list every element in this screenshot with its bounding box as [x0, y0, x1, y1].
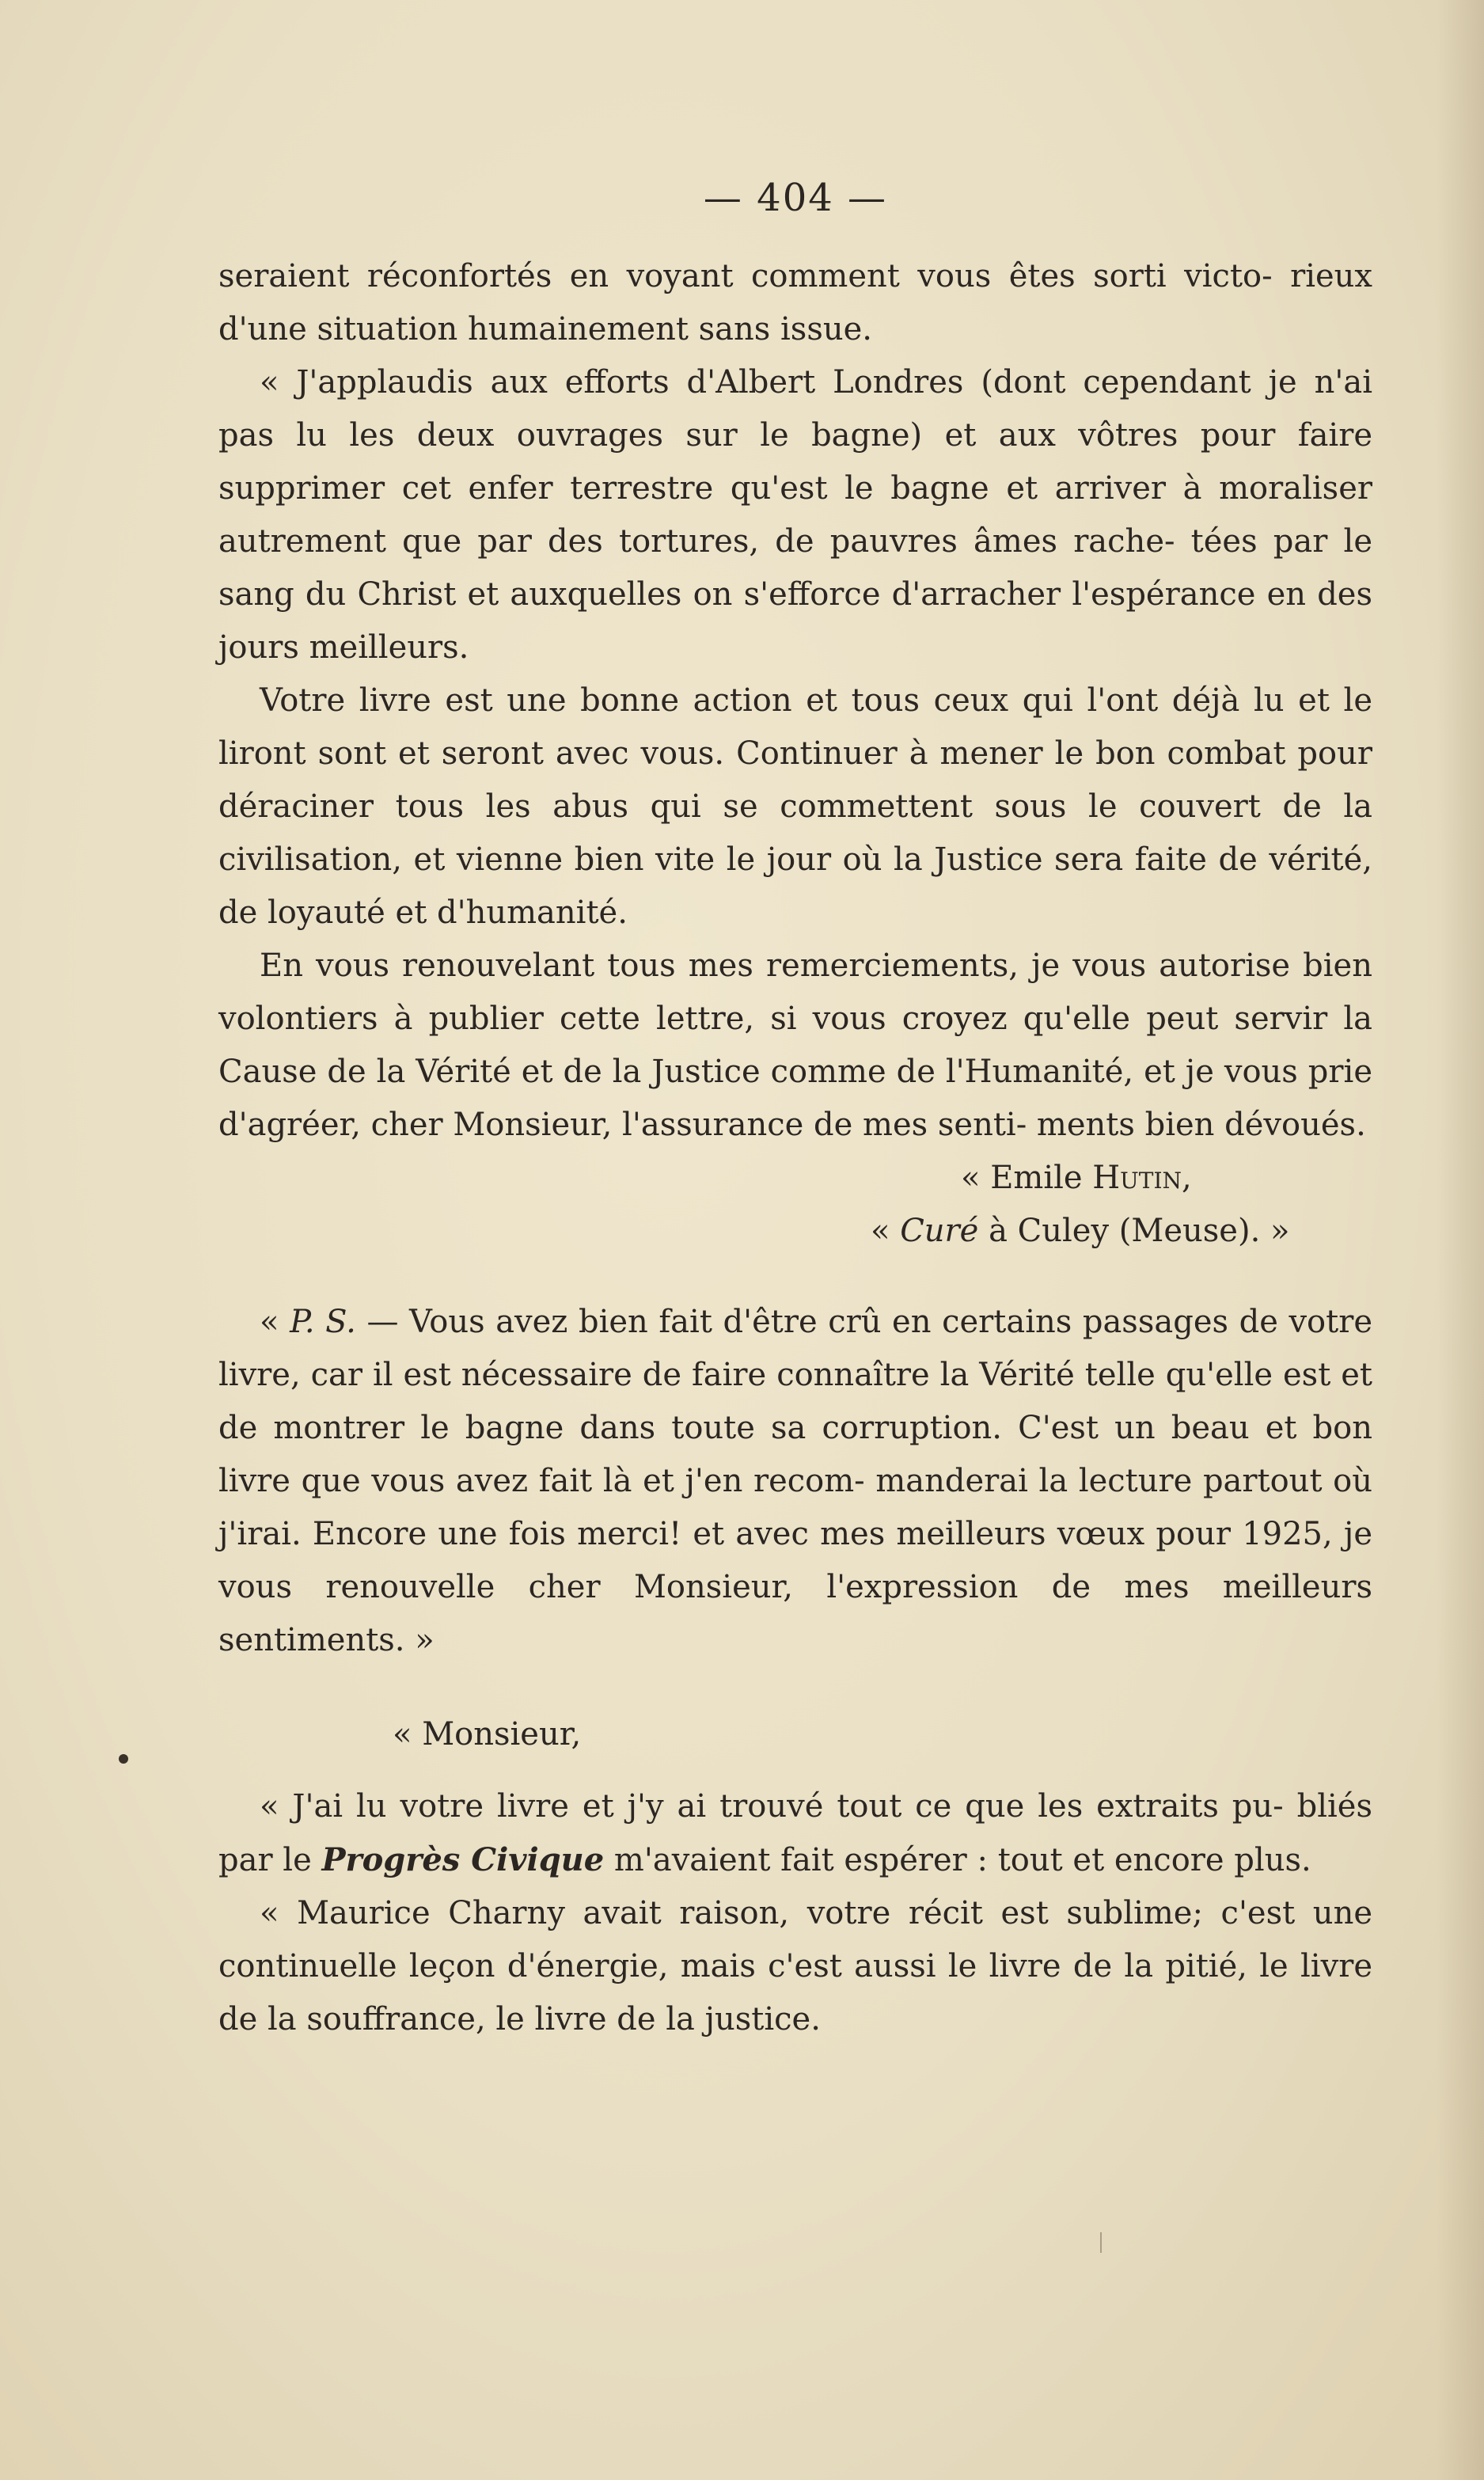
paragraph-maurice-charny: « Maurice Charny avait raison, votre récit est sublime; c'est une continuelle leçon d'énergie, mais c'est aussi le livre de la pitié, le livre de la souffrance, le livre de la justice.: [218, 1895, 1372, 2038]
spacer: [218, 1667, 1372, 1708]
margin-ink-dot: [119, 1754, 128, 1764]
signature-surname: Hutin: [1092, 1160, 1182, 1196]
postscript: « P. S. — Vous avez bien fait d'être crû en certains passages de votre livre, car il est nécessaire de faire connaître la Vérité telle qu'elle est et de montrer le bagne dans toute sa corruption. C'est un beau et bon livre que vous avez fait là et j'en recom- manderai la lecture partout où j'irai. Encore une fois merci! et avec mes meilleurs vœux pour 1925, je vous renouvelle cher Monsieur, l'expression de mes meilleurs sentiments. »: [218, 1304, 1373, 1658]
paragraph-remerciements: En vous renouvelant tous mes remerciements, je vous autorise bien volontiers à publier cette lettre, si vous croyez qu'elle peut servir la Cause de la Vérité et de la Justice comme de l'Humanité, et je vous prie d'agréer, cher Monsieur, l'assurance de mes senti- ments bien dévoués.: [218, 948, 1372, 1143]
paragraph-lu-votre-livre: « J'ai lu votre livre et j'y ai trouvé tout ce que les extraits pu- bliés par le Progrès Civique m'avaient fait espérer : tout et encore plus.: [218, 1788, 1372, 1878]
signature-title: « Curé à Culey (Meuse). »: [871, 1213, 1290, 1249]
paragraph-continuation: seraient réconfortés en voyant comment vous êtes sorti victo- rieux d'une situation humainement sans issue.: [218, 258, 1372, 348]
postscript-label: P. S.: [290, 1304, 356, 1340]
page-text-block: [218, 174, 1372, 2046]
paragraph-bonne-action: Votre livre est une bonne action et tous ceux qui l'ont déjà lu et le liront sont et seront avec vous. Continuer à mener le bon combat pour déraciner tous les abus qui se commettent sous le couvert de la civilisation, et vienne bien vite le jour où la Justice sera faite de vérité, de loyauté et d'humanité.: [218, 682, 1372, 931]
journal-title: Progrès Civique: [321, 1841, 605, 1878]
spacer: [218, 1258, 1372, 1296]
page-number: — 404 —: [703, 176, 888, 220]
letter-salutation: « Monsieur,: [393, 1716, 582, 1753]
signature-title-italic: Curé: [900, 1213, 979, 1249]
signature-name: « Emile Hutin,: [961, 1160, 1192, 1196]
paragraph-applaudis: « J'applaudis aux efforts d'Albert Londres (dont cependant je n'ai pas lu les deux ouvrages sur le bagne) et aux vôtres pour faire supprimer cet enfer terrestre qu'est le bagne et arriver à moraliser autrement que par des tortures, de pauvres âmes rache- tées par le sang du Christ et auxquelles on s'efforce d'arracher l'espérance en des jours meilleurs.: [218, 364, 1372, 666]
margin-pencil-tick: [1100, 2232, 1102, 2253]
spacer: [218, 1761, 1372, 1780]
page-edge-shadow: [1437, 0, 1484, 2480]
